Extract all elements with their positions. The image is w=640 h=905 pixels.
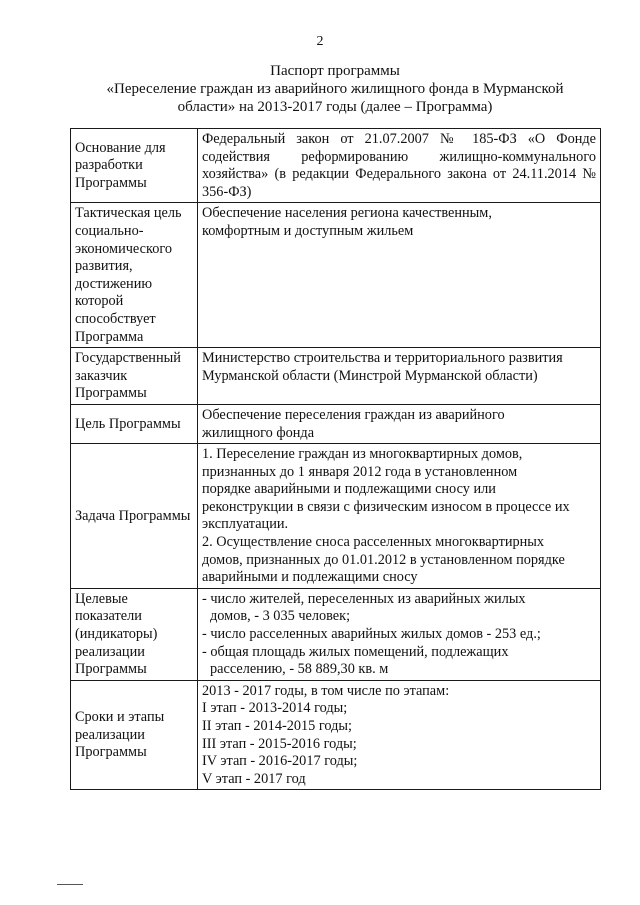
table-row-program-task [71, 444, 601, 589]
row-content: Обеспечение населения региона качественным, комфортным и доступным жильем [198, 203, 601, 348]
row-label: Тактическая цель социально- экономического развития, достижению которой способствует Программа [71, 203, 198, 348]
row-content: 2013 - 2017 годы, в том числе по этапам: I этап - 2013-2014 годы; II этап - 2014-2015 годы; III этап - 2015-2016 годы; IV этап - 2016-2017 годы; V этап - 2017 год [198, 680, 601, 790]
title-line-3: области» на 2013-2017 годы (далее – Программа) [177, 99, 493, 115]
table-row-program-goal [71, 404, 601, 443]
title-line-1: Паспорт программы [270, 63, 400, 79]
row-content: Министерство строительства и территориального развития Мурманской области (Минстрой Мурманской области) [198, 348, 601, 405]
row-content: Обеспечение переселения граждан из аварийного жилищного фонда [198, 404, 601, 443]
row-label: Цель Программы [71, 404, 198, 443]
row-content: Федеральный закон от 21.07.2007 № 185-ФЗ «О Фонде содействия реформированию жилищно-коммунального хозяйства» (в редакции Федерального закона от 24.11.2014 № 356-ФЗ) [198, 129, 601, 203]
row-label: Целевые показатели (индикаторы) реализации Программы [71, 588, 198, 680]
row-label: Основание для разработки Программы [71, 129, 198, 203]
row-label: Задача Программы [71, 444, 198, 589]
row-content: 1. Переселение граждан из многоквартирных домов, признанных до 1 января 2012 года в установленном порядке аварийными и подлежащими сносу или реконструкции в связи с физическим износом в процессе их эксплуатации. 2. Осуществление сноса расселенных многоквартирных домов, признанных до 01.01.2012 в установленном порядке аварийными и подлежащими сносу [198, 444, 601, 589]
table-row-target-indicators [71, 588, 601, 680]
row-label: Сроки и этапы реализации Программы [71, 680, 198, 790]
document-title [70, 62, 600, 116]
title-line-2: «Переселение граждан из аварийного жилищного фонда в Мурманской [106, 81, 564, 97]
table-row-basis [71, 129, 601, 203]
row-content: - число жителей, переселенных из аварийных жилых домов, - 3 035 человек; - число расселенных аварийных жилых домов - 253 ед.; - общая площадь жилых помещений, подлежащих расселению, - 58 889,30 кв. м [198, 588, 601, 680]
row-label: Государственный заказчик Программы [71, 348, 198, 405]
table-row-tactical-goal [71, 203, 601, 348]
program-passport-table [70, 128, 601, 790]
table-row-state-customer [71, 348, 601, 405]
table-row-timeline [71, 680, 601, 790]
footer-divider [57, 884, 83, 885]
page-number: 2 [316, 34, 324, 49]
